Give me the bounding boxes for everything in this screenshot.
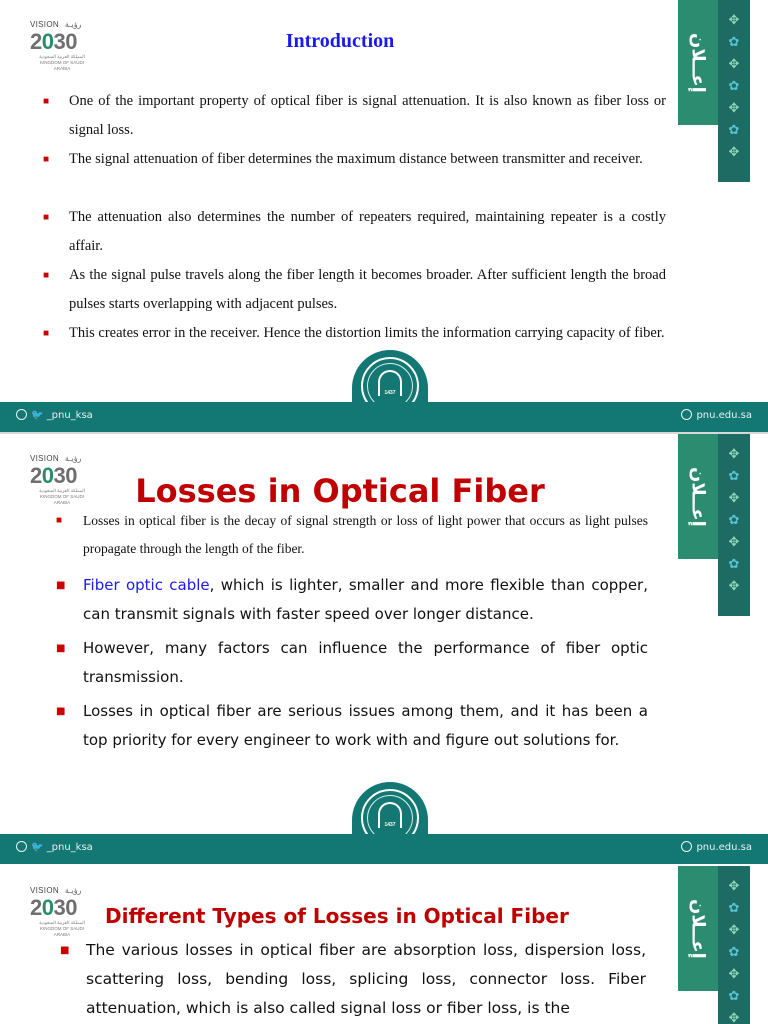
globe-icon	[681, 841, 692, 852]
slide-introduction	[0, 0, 768, 432]
announcement-tab: إعــلان	[678, 0, 718, 125]
bullet-list	[40, 87, 666, 377]
ornament-banner	[718, 866, 750, 1024]
list-item: ■ Losses in optical fiber are serious issues among them, and it has been a top priority for every engineer to work with and figure out solutions for.	[54, 697, 648, 755]
bullet-icon: ■	[56, 706, 66, 717]
list-item: ■ This creates error in the receiver. Hence the distortion limits the information carrying capacity of fiber.	[40, 319, 666, 377]
bullet-icon: ■	[43, 212, 50, 223]
list-item: ■ Fiber optic cable, which is lighter, smaller and more flexible than copper, can transmit signals with faster speed over longer distance.	[54, 571, 648, 629]
list-item: ■ The signal attenuation of fiber determines the maximum distance between transmitter and receiver.	[40, 145, 666, 203]
twitter-icon: 🐦	[31, 842, 44, 853]
list-item: ■ The attenuation also determines the number of repeaters required, maintaining repeater is a costly affair.	[40, 203, 666, 261]
fiber-optic-cable-link[interactable]: Fiber optic cable	[83, 576, 210, 594]
ornament-banner	[718, 0, 750, 182]
social-links[interactable]: 🐦 _pnu_ksa	[16, 409, 93, 421]
instagram-icon	[16, 841, 27, 852]
footer-band	[0, 402, 768, 432]
ornament-pattern: ✥ ✿ ✥ ✿ ✥ ✿ ✥	[728, 879, 740, 1024]
slide-title: Different Types of Losses in Optical Fiber	[105, 904, 569, 928]
bullet-list	[54, 507, 648, 760]
globe-icon	[681, 409, 692, 420]
announcement-tab: إعــلان	[678, 866, 718, 991]
bullet-icon: ■	[56, 643, 66, 654]
list-item: ■ Losses in optical fiber is the decay of signal strength or loss of light power that occurs as light pulses propagate through the length of the fiber.	[54, 507, 648, 563]
bullet-icon: ■	[56, 580, 66, 591]
bullet-list	[58, 936, 646, 1023]
vision-2030-logo: VISION رؤيـة 2030 المملكة العربية السعودية KINGDOM OF SAUDI ARABIA	[30, 20, 85, 71]
website-link[interactable]: pnu.edu.sa	[681, 409, 752, 421]
bullet-icon: ■	[43, 154, 50, 165]
bullet-icon: ■	[43, 96, 50, 107]
social-links[interactable]: 🐦 _pnu_ksa	[16, 841, 93, 853]
instagram-icon	[16, 409, 27, 420]
bullet-icon: ■	[43, 328, 50, 339]
ornament-pattern: ✥ ✿ ✥ ✿ ✥ ✿ ✥	[728, 447, 740, 594]
ornament-pattern: ✥ ✿ ✥ ✿ ✥ ✿ ✥	[728, 13, 740, 160]
slide-losses	[0, 434, 768, 866]
list-item: ■ However, many factors can influence the performance of fiber optic transmission.	[54, 634, 648, 692]
website-link[interactable]: pnu.edu.sa	[681, 841, 752, 853]
ornament-banner	[718, 434, 750, 616]
list-item: ■ The various losses in optical fiber are absorption loss, dispersion loss, scattering loss, bending loss, splicing loss, connector loss. Fiber attenuation, which is also called signal loss or fiber loss, is the	[58, 936, 646, 1023]
slide-title: Losses in Optical Fiber	[135, 472, 545, 510]
footer-band	[0, 834, 768, 864]
slide-types-of-losses	[0, 866, 768, 1024]
twitter-icon: 🐦	[31, 410, 44, 421]
announcement-tab: إعــلان	[678, 434, 718, 559]
university-emblem: 1437	[352, 350, 428, 402]
university-emblem: 1437	[352, 782, 428, 834]
list-item: ■ One of the important property of optical fiber is signal attenuation. It is also known as fiber loss or signal loss.	[40, 87, 666, 145]
list-item: ■ As the signal pulse travels along the fiber length it becomes broader. After sufficient length the broad pulses starts overlapping with adjacent pulses.	[40, 261, 666, 319]
vision-2030-logo: VISION رؤيـة 2030 المملكة العربية السعودية KINGDOM OF SAUDI ARABIA	[30, 454, 85, 505]
bullet-icon: ■	[56, 515, 63, 526]
slide-title: Introduction	[285, 30, 395, 52]
vision-2030-logo: VISION رؤيـة 2030 المملكة العربية السعودية KINGDOM OF SAUDI ARABIA	[30, 886, 85, 937]
bullet-icon: ■	[43, 270, 50, 281]
bullet-icon: ■	[60, 945, 70, 956]
